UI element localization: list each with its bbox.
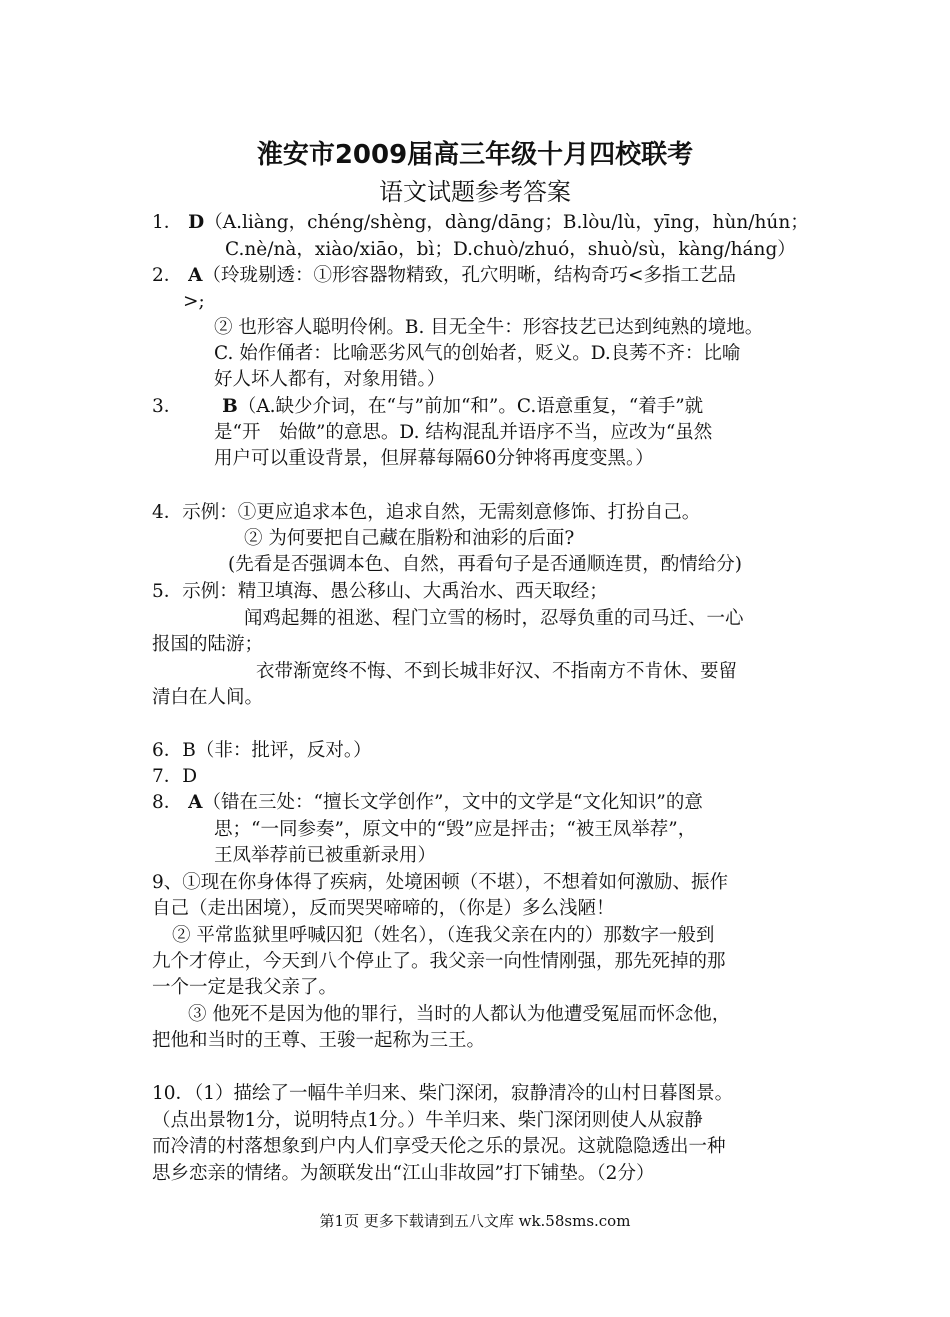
page-title: 淮安市2009届高三年级十月四校联考: [256, 140, 694, 170]
question-number: 1．: [152, 212, 183, 233]
answer-8: [152, 790, 703, 816]
answer-choice: B: [222, 396, 238, 417]
answer-explanation: （玲珑剔透：①形容器物精致，孔穴明晰，结构奇巧<多指工艺品: [202, 265, 737, 286]
answer-choice: A: [188, 792, 203, 813]
answer-explanation: （A.缺少介词，在“与”前加“和”。C.语意重复，“着手”就: [237, 396, 704, 417]
answer-2: [152, 263, 736, 289]
answer-8-line-3: 王凤举荐前已被重新录用）: [214, 845, 437, 866]
answer-2-line-2: >;: [183, 291, 205, 312]
answer-explanation: （A.liàng，chéng/shèng，dàng/dāng；B.lòu/lù，yīng，hùn/hún；: [204, 212, 809, 233]
answer-5-line-5: 清白在人间。: [152, 687, 264, 708]
answer-5: 5．示例：精卫填海、愚公移山、大禹治水、西天取经；: [152, 581, 608, 602]
answer-choice: D: [188, 212, 205, 233]
answer-2-line-5: 好人坏人都有，对象用错。）: [214, 369, 446, 390]
answer-9-line-4: 九个才停止，今天到八个停止了。我父亲一向性情刚强，那先死掉的那: [152, 951, 726, 972]
answer-7: 7．D: [152, 766, 198, 787]
answer-1: [152, 210, 809, 236]
answer-3-line-2: 是“开 始做”的意思。D. 结构混乱并语序不当，应改为“虽然: [214, 422, 713, 443]
answer-10-line-4: 思乡恋亲的情绪。为颔联发出“江山非故园”打下铺垫。（2分）: [152, 1163, 655, 1184]
answer-9-line-6: ③ 他死不是因为他的罪行，当时的人都认为他遭受冤屈而怀念他，: [188, 1004, 731, 1025]
answer-2-line-3: ② 也形容人聪明伶俐。B. 目无全牛：形容技艺已达到纯熟的境地。: [214, 317, 764, 338]
answer-5-line-2: 闻鸡起舞的祖逖、程门立雪的杨时，忍辱负重的司马迁、一心: [244, 608, 744, 629]
answer-4: 4．示例：①更应追求本色，追求自然，无需刻意修饰、打扮自己。: [152, 502, 701, 523]
answer-3: [152, 394, 703, 420]
answer-3-line-3: 用户可以重设背景，但屏幕每隔60分钟将再度变黑。）: [214, 448, 654, 469]
question-number: 2．: [152, 265, 183, 286]
answer-9-line-7: 把他和当时的王尊、王骏一起称为三王。: [152, 1030, 486, 1051]
question-number: 8．: [152, 792, 183, 813]
answer-choice: A: [188, 265, 203, 286]
answer-9-line-2: 自己（走出困境），反而哭哭啼啼的，（你是）多么浅陋！: [152, 898, 615, 919]
answer-2-line-4: C. 始作俑者：比喻恶劣风气的创始者，贬义。D.良莠不齐：比喻: [214, 343, 741, 364]
answer-5-line-4: 衣带渐宽终不悔、不到长城非好汉、不指南方不肯休、要留: [256, 661, 738, 682]
answer-4-scoring-note: (先看是否强调本色、自然，再看句子是否通顺连贯，酌情给分): [228, 554, 742, 575]
answer-9: 9、①现在你身体得了疾病，处境困顿（不堪），不想着如何激励、振作: [152, 872, 729, 893]
answer-9-line-3: ② 平常监狱里呼喊囚犯（姓名），（连我父亲在内的）那数字一般到: [172, 925, 715, 946]
answer-9-line-5: 一个一定是我父亲了。: [152, 977, 338, 998]
answer-10: 10．（1）描绘了一幅牛羊归来、柴门深闭，寂静清冷的山村日暮图景。: [152, 1083, 734, 1104]
page-subtitle: 语文试题参考答案: [379, 178, 571, 206]
answer-6: 6．B（非：批评，反对。）: [152, 740, 372, 761]
answer-8-line-2: 思；“一同参奏”，原文中的“毁”应是抨击；“被王凤举荐”，: [214, 819, 697, 840]
answer-10-line-3: 而冷清的村落想象到户内人们享受天伦之乐的景况。这就隐隐透出一种: [152, 1136, 726, 1157]
answer-5-line-3: 报国的陆游；: [152, 634, 264, 655]
answer-10-line-2: （点出景物1分，说明特点1分。）牛羊归来、柴门深闭则使人从寂静: [152, 1110, 703, 1131]
answer-4-line-2: ② 为何要把自己藏在脂粉和油彩的后面?: [244, 528, 575, 549]
page-footer: 第1页 更多下载请到五八文库 wk.58sms.com: [319, 1212, 631, 1230]
answer-explanation: （错在三处：“擅长文学创作”，文中的文学是“文化知识”的意: [202, 792, 703, 813]
question-number: 3．: [152, 396, 183, 417]
answer-1-line-2: C.nè/nà，xiào/xiāo，bì；D.chuò/zhuó，shuò/sù，kàng/háng）: [225, 239, 796, 260]
